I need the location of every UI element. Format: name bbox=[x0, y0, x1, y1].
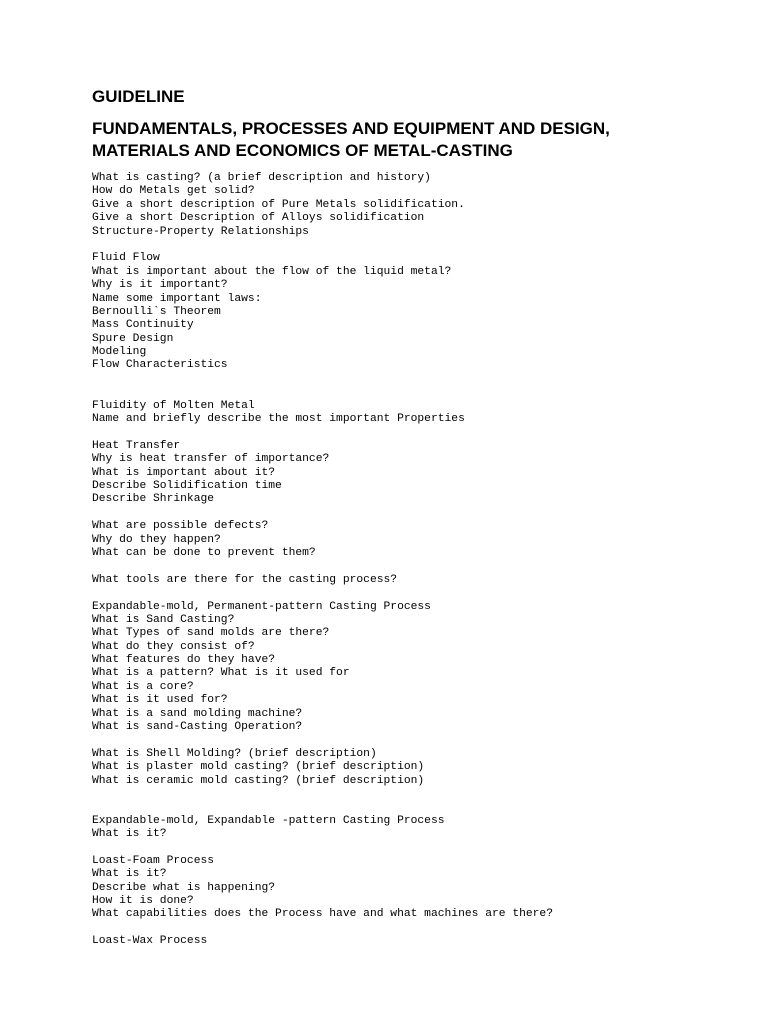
body-line: What is it used for? bbox=[92, 694, 228, 707]
body-line: What is Sand Casting? bbox=[92, 613, 235, 626]
body-line: What Types of sand molds are there? bbox=[92, 627, 330, 640]
body-line: Describe what is happening? bbox=[92, 881, 276, 894]
body-line: What can be done to prevent them? bbox=[92, 546, 316, 559]
body-line: Flow Characteristics bbox=[92, 359, 228, 372]
blank-line bbox=[92, 560, 752, 573]
body-line: What features do they have? bbox=[92, 654, 276, 667]
body-line: What is Shell Molding? (brief description) bbox=[92, 747, 377, 760]
body-line: What is plaster mold casting? (brief description) bbox=[92, 761, 425, 774]
body-line: Why do they happen? bbox=[92, 533, 221, 546]
body-line: What is sand-Casting Operation? bbox=[92, 721, 303, 734]
blank-line bbox=[92, 842, 752, 855]
blank-line bbox=[92, 801, 752, 814]
body-line: What tools are there for the casting process? bbox=[92, 573, 398, 586]
body-line: Spure Design bbox=[92, 332, 174, 345]
blank-line bbox=[92, 386, 752, 399]
blank-line bbox=[92, 788, 752, 801]
document-page bbox=[92, 86, 752, 949]
body-line: How it is done? bbox=[92, 895, 194, 908]
body-line: Expandable-mold, Expandable -pattern Casting Process bbox=[92, 814, 445, 827]
body-line: What is it? bbox=[92, 828, 167, 841]
body-line: What is a pattern? What is it used for bbox=[92, 667, 350, 680]
blank-line bbox=[92, 507, 752, 520]
body-line: What are possible defects? bbox=[92, 520, 269, 533]
body-line: Why is heat transfer of importance? bbox=[92, 453, 330, 466]
body-line: Give a short Description of Alloys solidification bbox=[92, 212, 425, 225]
document-title-line: MATERIALS AND ECONOMICS OF METAL-CASTING bbox=[92, 141, 513, 160]
body-line: What is a sand molding machine? bbox=[92, 707, 303, 720]
body-line: What is ceramic mold casting? (brief description) bbox=[92, 774, 425, 787]
body-line: What capabilities does the Process have and what machines are there? bbox=[92, 908, 553, 921]
document-title bbox=[92, 118, 752, 162]
body-line: Loast-Foam Process bbox=[92, 854, 215, 867]
body-line: Bernoulli`s Theorem bbox=[92, 305, 221, 318]
body-line: Why is it important? bbox=[92, 279, 228, 292]
body-line: Describe Shrinkage bbox=[92, 493, 215, 506]
body-line: Loast-Wax Process bbox=[92, 935, 208, 948]
body-line: What is casting? (a brief description and history) bbox=[92, 172, 431, 184]
body-line: What is important about it? bbox=[92, 466, 276, 479]
body-line: Mass Continuity bbox=[92, 319, 194, 332]
body-line: Describe Solidification time bbox=[92, 479, 282, 492]
document-title-line: FUNDAMENTALS, PROCESSES AND EQUIPMENT AND DESIGN, bbox=[92, 119, 610, 138]
body-line: Fluid Flow bbox=[92, 252, 160, 265]
body-line: What is it? bbox=[92, 868, 167, 881]
body-line: Name some important laws: bbox=[92, 292, 262, 305]
blank-line bbox=[92, 373, 752, 386]
body-line: Fluidity of Molten Metal bbox=[92, 399, 255, 412]
body-line: Name and briefly describe the most important Properties bbox=[92, 413, 465, 426]
blank-line bbox=[92, 426, 752, 439]
document-body bbox=[92, 172, 752, 949]
blank-line bbox=[92, 922, 752, 935]
body-line: Give a short description of Pure Metals solidification. bbox=[92, 198, 465, 211]
body-line: What is a core? bbox=[92, 680, 194, 693]
blank-line bbox=[92, 587, 752, 600]
body-line: What is important about the flow of the liquid metal? bbox=[92, 265, 452, 278]
body-line: Heat Transfer bbox=[92, 439, 181, 452]
blank-line bbox=[92, 239, 752, 252]
body-line: Modeling bbox=[92, 346, 147, 359]
body-line: Expandable-mold, Permanent-pattern Casting Process bbox=[92, 600, 431, 613]
body-line: How do Metals get solid? bbox=[92, 185, 255, 198]
body-line: Structure-Property Relationships bbox=[92, 225, 309, 238]
body-line: What do they consist of? bbox=[92, 640, 255, 653]
document-heading: GUIDELINE bbox=[92, 87, 185, 106]
blank-line bbox=[92, 734, 752, 747]
